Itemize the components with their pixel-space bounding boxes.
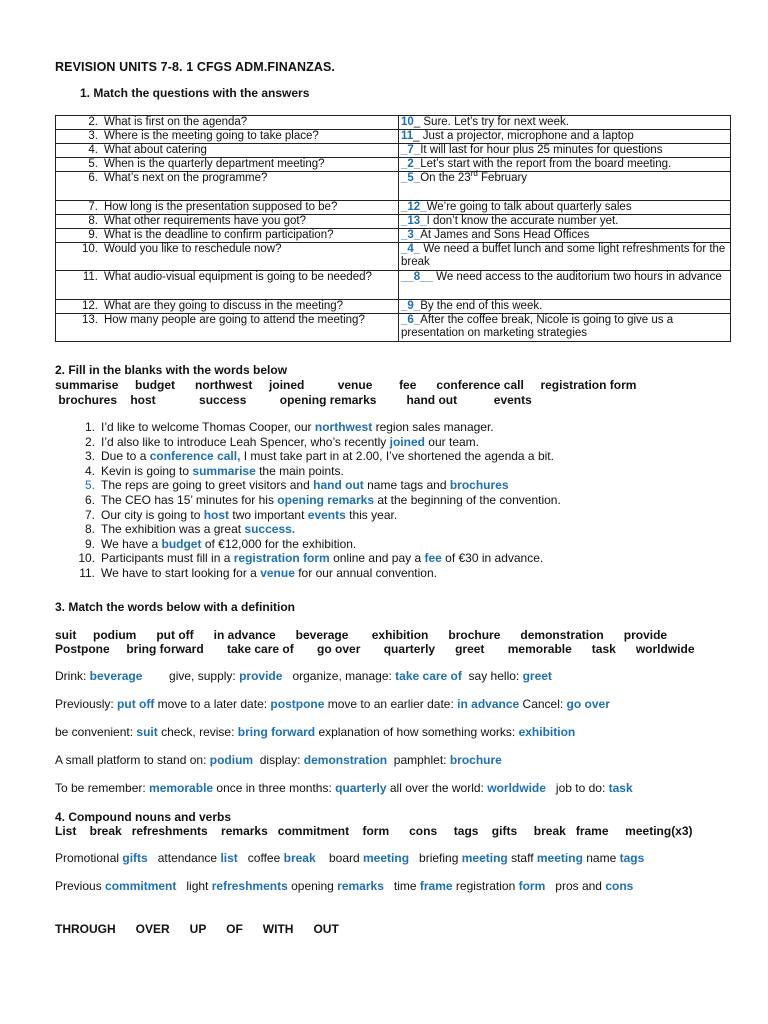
match-table <box>55 115 731 342</box>
answer-word: postpone <box>270 697 325 711</box>
fill-item <box>55 478 561 493</box>
answer-word: bring forward <box>237 725 316 739</box>
answer-word: budget <box>161 536 202 551</box>
answer-word: events <box>307 507 346 522</box>
fill-item-text <box>101 566 437 581</box>
answer-word: summarise <box>192 463 256 478</box>
answer-word: fee <box>424 551 442 566</box>
answer-text: _ Sure. Let’s try for next week. <box>413 116 569 128</box>
answer-number: _4_ <box>401 243 421 255</box>
question-cell <box>56 300 399 314</box>
answer-word: in advance <box>457 697 520 711</box>
sentence-text: the main points. <box>255 463 344 478</box>
sentence-text: online and pay a <box>329 551 425 566</box>
sentence-text: name tags and <box>363 478 450 493</box>
fill-item-number: 8. <box>84 522 95 537</box>
answer-word: brochure <box>449 753 502 767</box>
fill-item-text <box>101 551 543 566</box>
section3-words-line1: suit podium put off in advance beverage exhibition brochure demonstration provide <box>55 628 668 642</box>
definition-text: give, supply: <box>142 669 240 683</box>
answer-number: _2_ <box>401 158 421 170</box>
answer-number: _5_ <box>401 172 421 184</box>
answer-word: list <box>220 851 238 865</box>
compound-text: staff <box>507 851 537 865</box>
answer-text: I don’t know the accurate number yet. <box>426 215 619 227</box>
fill-item <box>55 508 561 523</box>
answer-number: 10 <box>401 116 414 128</box>
match-row <box>56 271 731 300</box>
compound-text: coffee <box>237 851 284 865</box>
answer-text: We need access to the auditorium two hours in advance <box>432 271 722 283</box>
fill-blanks-list <box>55 420 561 581</box>
section1-heading: 1. Match the questions with the answers <box>80 86 310 100</box>
footer-words: THROUGH OVER UP OF WITH OUT <box>55 922 339 936</box>
sentence-text: We have to start looking for a <box>101 565 261 580</box>
answer-word: memorable <box>149 781 214 795</box>
answer-cell <box>399 243 731 271</box>
answer-word: podium <box>209 753 254 767</box>
answer-word: meeting <box>363 851 410 865</box>
fill-item-number: 6. <box>84 492 95 507</box>
answer-number: _3_ <box>401 229 421 241</box>
question-cell <box>56 215 399 229</box>
answer-text: By the end of this week. <box>420 300 543 312</box>
match-row <box>56 243 731 271</box>
sentence-text: Due to a <box>101 449 150 464</box>
definition-text: Cancel: <box>519 697 567 711</box>
answer-cell <box>399 300 731 314</box>
answer-cell <box>399 158 731 172</box>
answer-number: _7_ <box>401 144 421 156</box>
answer-word: northwest <box>314 420 373 434</box>
section3-words-line2: Postpone bring forward take care of go over quarterly greet memorable task worldwide <box>55 642 695 656</box>
question-text: What about catering <box>104 144 207 156</box>
definition-line <box>55 725 575 739</box>
sentence-text: Our city is going to <box>101 507 204 522</box>
compound-text: light <box>176 879 212 893</box>
question-cell <box>56 229 399 243</box>
definition-text: be convenient: <box>55 725 137 739</box>
question-text: What’s next on the programme? <box>104 172 268 184</box>
definition-line <box>55 669 552 683</box>
compound-text: registration <box>452 879 519 893</box>
compound-text: Promotional <box>55 851 123 865</box>
question-cell <box>56 158 399 172</box>
question-text: What are they going to discuss in the meeting? <box>104 300 344 312</box>
compound-text: pros and <box>545 879 606 893</box>
answer-cell <box>399 229 731 243</box>
compound-text: name <box>582 851 620 865</box>
answer-word: worldwide <box>487 781 546 795</box>
question-text: What audio-visual equipment is going to be needed? <box>104 271 372 283</box>
match-row <box>56 229 731 243</box>
fill-item-number: 5. <box>84 478 95 493</box>
compound-text: opening <box>287 879 338 893</box>
fill-item-text <box>101 449 554 464</box>
definition-text: move to a later date: <box>154 697 271 711</box>
answer-word: meeting <box>536 851 583 865</box>
fill-item-text <box>101 522 295 537</box>
fill-item-number: 4. <box>84 463 95 478</box>
answer-word: quarterly <box>335 781 387 795</box>
fill-item-text <box>101 537 356 552</box>
definition-text: A small platform to stand on: <box>55 753 210 767</box>
sentence-text: of €30 in advance. <box>441 551 544 566</box>
answer-word: hand out <box>313 478 364 493</box>
sentence-text: two important <box>229 507 308 522</box>
answer-word: conference call, <box>149 449 241 464</box>
fill-item <box>55 522 561 537</box>
answer-number: _12_ <box>401 201 427 213</box>
sentence-text: We have a <box>101 536 162 551</box>
fill-item <box>55 464 561 479</box>
fill-item-text <box>101 420 494 435</box>
question-number: 12. <box>82 300 98 312</box>
match-row <box>56 201 731 215</box>
fill-item <box>55 449 561 464</box>
definition-text: once in three months: <box>213 781 336 795</box>
answer-cell <box>399 215 731 229</box>
answer-word: demonstration <box>303 753 388 767</box>
match-row <box>56 116 731 130</box>
question-text: When is the quarterly department meeting? <box>104 158 325 170</box>
question-text: How long is the presentation supposed to be? <box>104 201 338 213</box>
answer-word: meeting <box>461 851 508 865</box>
question-number: 6. <box>88 172 98 184</box>
answer-word: provide <box>239 669 283 683</box>
answer-text: We’re going to talk about quarterly sales <box>426 201 632 213</box>
match-row <box>56 130 731 144</box>
sentence-text: this year. <box>345 507 398 522</box>
answer-word: task <box>608 781 633 795</box>
sentence-text: The exhibition was a great <box>101 522 245 537</box>
answer-word: gifts <box>122 851 148 865</box>
sentence-text: for our annual convention. <box>294 565 437 580</box>
sentence-text: Kevin is going to <box>101 463 193 478</box>
compound-text: Previous <box>55 879 106 893</box>
definition-text: explanation of how something works: <box>315 725 519 739</box>
fill-item <box>55 420 561 435</box>
definition-line <box>55 781 633 795</box>
definition-text: display: <box>253 753 304 767</box>
answer-cell <box>399 130 731 144</box>
question-cell <box>56 172 399 201</box>
answer-word: exhibition <box>518 725 576 739</box>
compound-text: time <box>383 879 420 893</box>
definition-text: move to an earlier date: <box>324 697 458 711</box>
question-number: 4. <box>88 144 98 156</box>
fill-item <box>55 493 561 508</box>
question-cell <box>56 201 399 215</box>
fill-item-text <box>101 478 509 493</box>
compound-line <box>55 851 644 865</box>
fill-item-number: 11. <box>79 565 95 580</box>
match-row <box>56 314 731 342</box>
answer-word: form <box>518 879 546 893</box>
question-number: 2. <box>88 116 98 128</box>
question-cell <box>56 243 399 271</box>
answer-word: go over <box>566 697 610 711</box>
fill-item <box>55 566 561 581</box>
answer-word: registration form <box>233 551 330 566</box>
sentence-text: The reps are going to greet visitors and <box>101 478 314 493</box>
match-row <box>56 158 731 172</box>
ordinal-suffix: rd <box>470 169 478 179</box>
answer-word: remarks <box>337 879 384 893</box>
answer-word: break <box>283 851 316 865</box>
answer-cell <box>399 116 731 130</box>
answer-text: At James and Sons Head Offices <box>420 229 590 241</box>
answer-number: __8__ <box>401 271 433 283</box>
answer-word: greet <box>522 669 552 683</box>
question-number: 10. <box>82 243 98 255</box>
question-text: Where is the meeting going to take place? <box>104 130 319 142</box>
sentence-text: I’d also like to introduce Leah Spencer, who’s recently <box>101 434 390 449</box>
answer-word: cons <box>605 879 634 893</box>
answer-word: venue <box>260 565 295 580</box>
match-row <box>56 172 731 201</box>
answer-number: _6_ <box>401 314 421 326</box>
definition-text: check, revise: <box>157 725 238 739</box>
definition-text: say hello: <box>461 669 523 683</box>
question-cell <box>56 130 399 144</box>
definition-text: pamphlet: <box>387 753 450 767</box>
question-number: 13. <box>82 314 98 326</box>
sentence-text: region sales manager. <box>372 420 494 434</box>
fill-item-number: 9. <box>84 536 95 551</box>
question-text: What other requirements have you got? <box>104 215 307 227</box>
answer-word: refreshments <box>211 879 288 893</box>
section2-words-line1: summarise budget northwest joined venue fee conference call registration form <box>55 378 637 392</box>
definition-text: organize, manage: <box>282 669 396 683</box>
fill-item-text <box>101 493 561 508</box>
answer-word: opening remarks <box>277 492 374 507</box>
fill-item-number: 2. <box>84 434 95 449</box>
fill-item-number: 3. <box>84 449 95 464</box>
match-row <box>56 144 731 158</box>
question-text: What is the deadline to confirm participation? <box>104 229 334 241</box>
question-number: 11. <box>82 271 98 283</box>
answer-word: suit <box>136 725 158 739</box>
fill-item-number: 7. <box>84 507 95 522</box>
question-text: Would you like to reschedule now? <box>104 243 282 255</box>
section4-heading: 4. Compound nouns and verbs <box>55 810 232 824</box>
question-number: 7. <box>88 201 98 213</box>
answer-text: After the coffee break, Nicole is going to give us a presentation on marketing strategies <box>401 314 674 339</box>
definition-text: all over the world: <box>386 781 488 795</box>
compound-line <box>55 879 633 893</box>
answer-text: Let’s start with the report from the board meeting. <box>420 158 672 170</box>
answer-text: _ Just a projector, microphone and a laptop <box>413 130 634 142</box>
question-cell <box>56 271 399 300</box>
answer-word: beverage <box>89 669 143 683</box>
answer-word: tags <box>619 851 645 865</box>
answer-cell <box>399 201 731 215</box>
answer-text: It will last for hour plus 25 minutes for questions <box>420 144 663 156</box>
answer-word: brochures <box>449 478 509 493</box>
question-number: 3. <box>88 130 98 142</box>
fill-item <box>55 537 561 552</box>
section3-heading: 3. Match the words below with a definition <box>55 600 296 614</box>
definition-text: Previously: <box>55 697 118 711</box>
sentence-text: Participants must fill in a <box>101 551 234 566</box>
sentence-text: of €12,000 for the exhibition. <box>201 536 357 551</box>
answer-cell <box>399 271 731 300</box>
fill-item <box>55 435 561 450</box>
question-cell <box>56 116 399 130</box>
answer-word: frame <box>419 879 453 893</box>
compound-text: attendance <box>147 851 221 865</box>
answer-word: host <box>203 507 230 522</box>
sentence-text: The CEO has 15’ minutes for his <box>101 492 278 507</box>
fill-item-text <box>101 435 479 450</box>
answer-word: put off <box>117 697 155 711</box>
fill-item-number: 10. <box>78 551 95 566</box>
section2-words-line2: brochures host success opening remarks hand out events <box>55 393 532 407</box>
sentence-text: at the beginning of the convention. <box>374 492 561 507</box>
sentence-text: our team. <box>424 434 479 449</box>
question-number: 8. <box>88 215 98 227</box>
answer-word: take care of <box>395 669 462 683</box>
definition-text: Drink: <box>55 669 90 683</box>
question-number: 9. <box>88 229 98 241</box>
sentence-text: I’d like to welcome Thomas Cooper, our <box>101 420 315 434</box>
answer-cell <box>399 144 731 158</box>
answer-text: We need a buffet lunch and some light refreshments for the break <box>401 243 726 268</box>
fill-item-number: 1. <box>84 420 95 434</box>
question-text: How many people are going to attend the meeting? <box>104 314 365 326</box>
page-title: REVISION UNITS 7-8. 1 CFGS ADM.FINANZAS. <box>55 60 335 74</box>
answer-word: joined <box>389 434 425 449</box>
answer-word: commitment <box>105 879 177 893</box>
sentence-text: I must take part in at 2.00, I’ve shortened the agenda a bit. <box>240 449 554 464</box>
fill-item-text <box>101 508 397 523</box>
section2-heading: 2. Fill in the blanks with the words below <box>55 363 288 377</box>
answer-cell <box>399 169 731 201</box>
match-row <box>56 300 731 314</box>
match-row <box>56 215 731 229</box>
question-number: 5. <box>88 158 98 170</box>
question-cell <box>56 144 399 158</box>
answer-word: success. <box>244 522 296 537</box>
section4-words-line: List break refreshments remarks commitment form cons tags gifts break frame meeting(x3) <box>55 824 693 838</box>
question-text: What is first on the agenda? <box>104 116 248 128</box>
fill-item-text <box>101 464 344 479</box>
question-cell <box>56 314 399 342</box>
answer-cell <box>399 314 731 342</box>
answer-number: _13_ <box>401 215 427 227</box>
answer-text-date: On the 23rd February <box>420 169 528 184</box>
fill-item <box>55 551 561 566</box>
answer-number: 11 <box>401 130 414 142</box>
answer-number: _9_ <box>401 300 421 312</box>
definition-line <box>55 753 502 767</box>
compound-text: briefing <box>409 851 462 865</box>
definition-text: To be remember: <box>55 781 150 795</box>
definition-text: job to do: <box>545 781 609 795</box>
definition-line <box>55 697 610 711</box>
compound-text: board <box>315 851 364 865</box>
